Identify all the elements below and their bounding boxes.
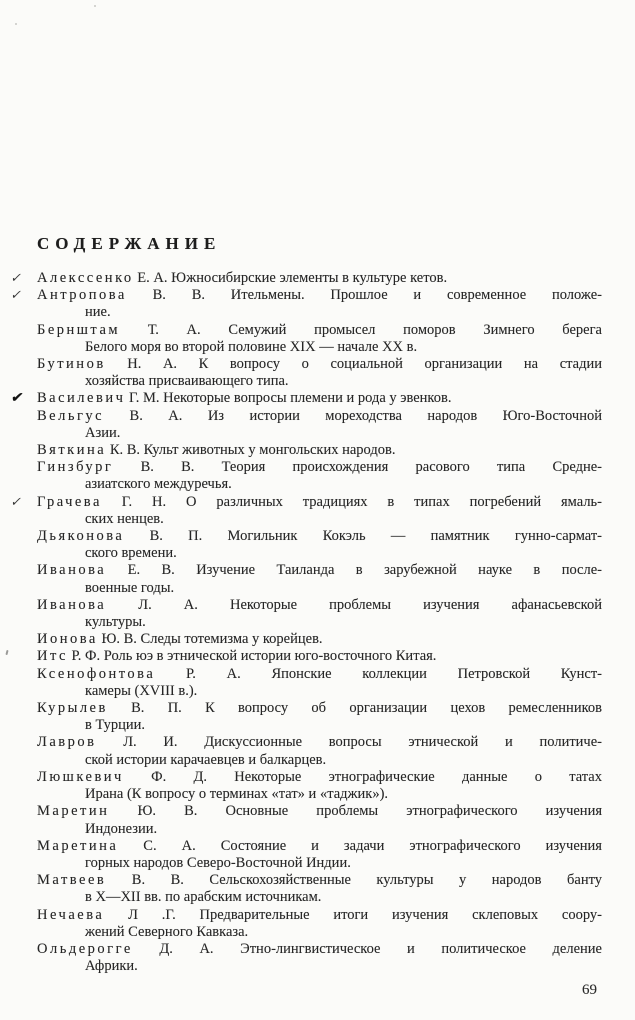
toc-entry (9, 270, 602, 287)
toc-entry (9, 390, 602, 407)
toc-entry (37, 803, 602, 837)
author-initials: Р. Ф. (67, 648, 101, 665)
author-surname: Ионова (37, 631, 98, 648)
entry-title-text: Состояние и задачи этнографического изучения (195, 837, 602, 854)
toc-entry-continuation-line: культуры. (85, 614, 146, 631)
toc-entry-first-line (37, 769, 602, 786)
toc-entry-first-line (37, 803, 602, 820)
author-initials: В. П. (124, 528, 203, 545)
author-initials: Ф. Д. (123, 768, 207, 785)
toc-entry-first-line (37, 631, 602, 648)
toc-entry (37, 442, 602, 459)
entry-title-text: Культ животных у монгольских народов. (140, 442, 396, 459)
toc-entry (37, 769, 602, 803)
toc-entry-continuation-line: Ирана (К вопросу о терминах «тат» и «таджик»). (85, 786, 389, 803)
entry-title-text: Следы тотемизма у корейцев. (136, 631, 323, 648)
author-surname: Итс (37, 648, 68, 665)
author-initials: Е. В. (106, 562, 175, 579)
toc-entry (37, 408, 602, 442)
toc-entry-first-line (37, 838, 602, 855)
author-surname: Бутинов (37, 356, 106, 373)
handwritten-checkmark: ✓ (9, 271, 24, 286)
toc-entry (9, 493, 602, 528)
entry-title-text: Сельскохозяйственные культуры у народов банту (183, 872, 602, 889)
author-surname: Нечаева (37, 906, 105, 923)
entry-title-text: О различных традициях в типах погребений ямаль- (166, 493, 602, 510)
entry-title-text: Японские коллекции Петровской Кунст- (240, 665, 602, 682)
author-surname: Маретина (37, 837, 119, 854)
handwritten-checkmark: ✓ (9, 288, 24, 304)
author-surname: Маретин (37, 803, 110, 820)
author-initials: Д. А. (132, 940, 214, 957)
author-surname: Дьяконова (37, 528, 125, 545)
author-initials: Л. А. (106, 596, 198, 613)
author-initials: Л .Г. (104, 906, 176, 923)
toc-entry-continuation-line: жений Северного Кавказа. (85, 923, 249, 940)
author-surname: Бернштам (37, 321, 121, 338)
author-surname: Антропова (37, 287, 127, 304)
toc-entry (37, 528, 602, 562)
entry-title-text: К вопросу об организации цехов ремесленников (181, 700, 602, 717)
toc-entry (37, 459, 602, 493)
entry-title-text: Из истории мореходства народов Юго-Восточной (182, 407, 602, 424)
page-number: 69 (582, 982, 597, 998)
toc-entry (37, 734, 602, 768)
author-initials: Г. М. (125, 390, 160, 407)
author-initials: Ю. В. (109, 803, 198, 820)
toc-entry-continuation-line: азиатского междуречья. (85, 476, 232, 493)
toc-entry-first-line (37, 459, 602, 476)
author-initials: В. В. (126, 287, 206, 304)
toc-entry (37, 941, 602, 975)
toc-entry-continuation-line: Белого моря во второй половине XIX — начале XX в. (85, 338, 418, 355)
entry-title-text: Изучение Таиланда в зарубежной науке в после- (174, 562, 602, 579)
author-surname: Гинзбург (37, 459, 114, 476)
toc-entry-continuation-line: горных народов Северо-Восточной Индии. (85, 854, 351, 871)
toc-entry-first-line (37, 734, 602, 751)
entry-title-text: Некоторые этнографические данные о татах (206, 768, 602, 785)
toc-entry (37, 631, 602, 648)
scan-dot (94, 5, 96, 7)
author-surname: Василевич (37, 390, 126, 407)
toc-entry (37, 700, 602, 734)
toc-entry-continuation-line: военные годы. (85, 579, 175, 596)
toc-entry-first-line (37, 442, 602, 459)
toc-entry-first-line (37, 494, 602, 511)
toc-entry-first-line (37, 648, 602, 665)
author-surname: Вяткина (37, 442, 107, 459)
toc-entry-continuation-line: Индонезии. (85, 820, 158, 837)
entry-title-text: К вопросу о социальной организации на стадии (177, 356, 602, 373)
author-initials: Т. А. (120, 321, 201, 338)
author-surname: Лавров (37, 734, 97, 751)
entry-title-text: Южносибирские элементы в культуре кетов. (167, 270, 448, 286)
entry-title-text: Этно-лингвистическое и политическое деление (213, 940, 602, 957)
author-surname: Матвеев (37, 872, 107, 889)
author-surname: Ольдерогге (37, 940, 133, 957)
toc-entry-first-line (37, 907, 602, 924)
toc-entry (37, 562, 602, 596)
author-surname: Вельгус (37, 407, 105, 424)
author-initials: В. А. (104, 407, 183, 424)
author-surname: Иванова (37, 562, 107, 579)
toc-entry-continuation-line: хозяйства присваивающего типа. (85, 373, 289, 390)
entry-title-text: Основные проблемы этнографического изучения (197, 803, 602, 820)
author-initials: К. В. (106, 442, 141, 459)
toc-entry-first-line (37, 356, 602, 373)
toc-entry-first-line (37, 322, 602, 339)
toc-entry-first-line (37, 700, 602, 717)
toc-entry-first-line (37, 562, 602, 579)
toc-list (9, 270, 603, 975)
handwritten-checkmark: ✓ (9, 494, 24, 510)
scan-dot (15, 23, 17, 25)
toc-entry-continuation-line: ских ненцев. (85, 510, 164, 527)
author-initials: Ю. В. (97, 631, 137, 648)
author-initials: Н. А. (105, 356, 178, 373)
toc-entry-continuation-line: в X—XII вв. по арабским источникам. (85, 889, 322, 906)
author-initials: В. В. (113, 459, 195, 476)
toc-entry (37, 872, 602, 906)
entry-title-text: Ительмены. Прошлое и современное положе- (205, 287, 602, 304)
author-surname: Алекссенко (37, 270, 134, 286)
toc-entry-continuation-line: ского времени. (85, 545, 177, 562)
toc-entry-first-line (37, 270, 602, 287)
toc-entry-continuation-line: камеры (XVIII в.). (85, 682, 198, 699)
author-surname: Иванова (37, 596, 107, 613)
author-surname: Курылев (37, 700, 108, 717)
entry-title-text: Некоторые проблемы изучения афанасьевской (197, 596, 602, 613)
author-initials: Р. А. (155, 665, 241, 682)
toc-entry (37, 907, 602, 941)
toc-entry (37, 597, 602, 631)
toc-entry-continuation-line: ской истории карачаевцев и балкарцев. (85, 751, 327, 768)
toc-entry (37, 666, 602, 700)
toc-entry-first-line (37, 597, 602, 614)
author-surname: Грачева (37, 493, 102, 510)
toc-entry-continuation-line: в Турции. (85, 717, 146, 734)
entry-title-text: Некоторые вопросы племени и рода у эвенков. (159, 390, 452, 407)
toc-entry-first-line (37, 408, 602, 425)
author-surname: Ксенофонтова (37, 665, 156, 682)
toc-entry-first-line (37, 872, 602, 889)
author-surname: Люшкевич (37, 768, 124, 785)
toc-entry-first-line (37, 941, 602, 958)
toc-entry (37, 356, 602, 390)
toc-entry (37, 838, 602, 872)
author-initials: В. П. (107, 700, 182, 717)
entry-title-text: Предварительные итоги изучения склеповых соору- (175, 906, 602, 923)
page-title: СОДЕРЖАНИЕ (37, 234, 222, 253)
toc-entry-continuation-line: Африки. (85, 958, 138, 975)
handwritten-checkmark: ✔ (9, 390, 25, 407)
author-initials: В. В. (106, 872, 184, 889)
author-initials: Е. А. (133, 270, 168, 286)
entry-title-text: Семужий промысел поморов Зимнего берега (200, 321, 602, 338)
author-initials: С. А. (118, 837, 196, 854)
toc-entry-first-line (37, 666, 602, 683)
toc-entry-continuation-line: Азии. (85, 424, 121, 441)
author-initials: Л. И. (96, 734, 178, 751)
entry-title-text: Роль юэ в этнической истории юго-восточного Китая. (100, 648, 437, 665)
entry-title-text: Могильник Кокэль — памятник гунно-сармат- (202, 528, 602, 545)
scan-speck (5, 650, 8, 655)
toc-entry-first-line (37, 528, 602, 545)
toc-entry (37, 648, 602, 665)
toc-entry (9, 287, 602, 321)
toc-entry (37, 322, 602, 356)
entry-title-text: Дискуссионные вопросы этнической и политиче- (177, 734, 602, 751)
toc-entry-first-line (37, 390, 602, 407)
toc-entry-continuation-line: ние. (85, 304, 111, 321)
toc-entry-first-line (37, 287, 602, 304)
entry-title-text: Теория происхождения расового типа Средне- (194, 459, 603, 476)
author-initials: Г. Н. (101, 493, 167, 510)
